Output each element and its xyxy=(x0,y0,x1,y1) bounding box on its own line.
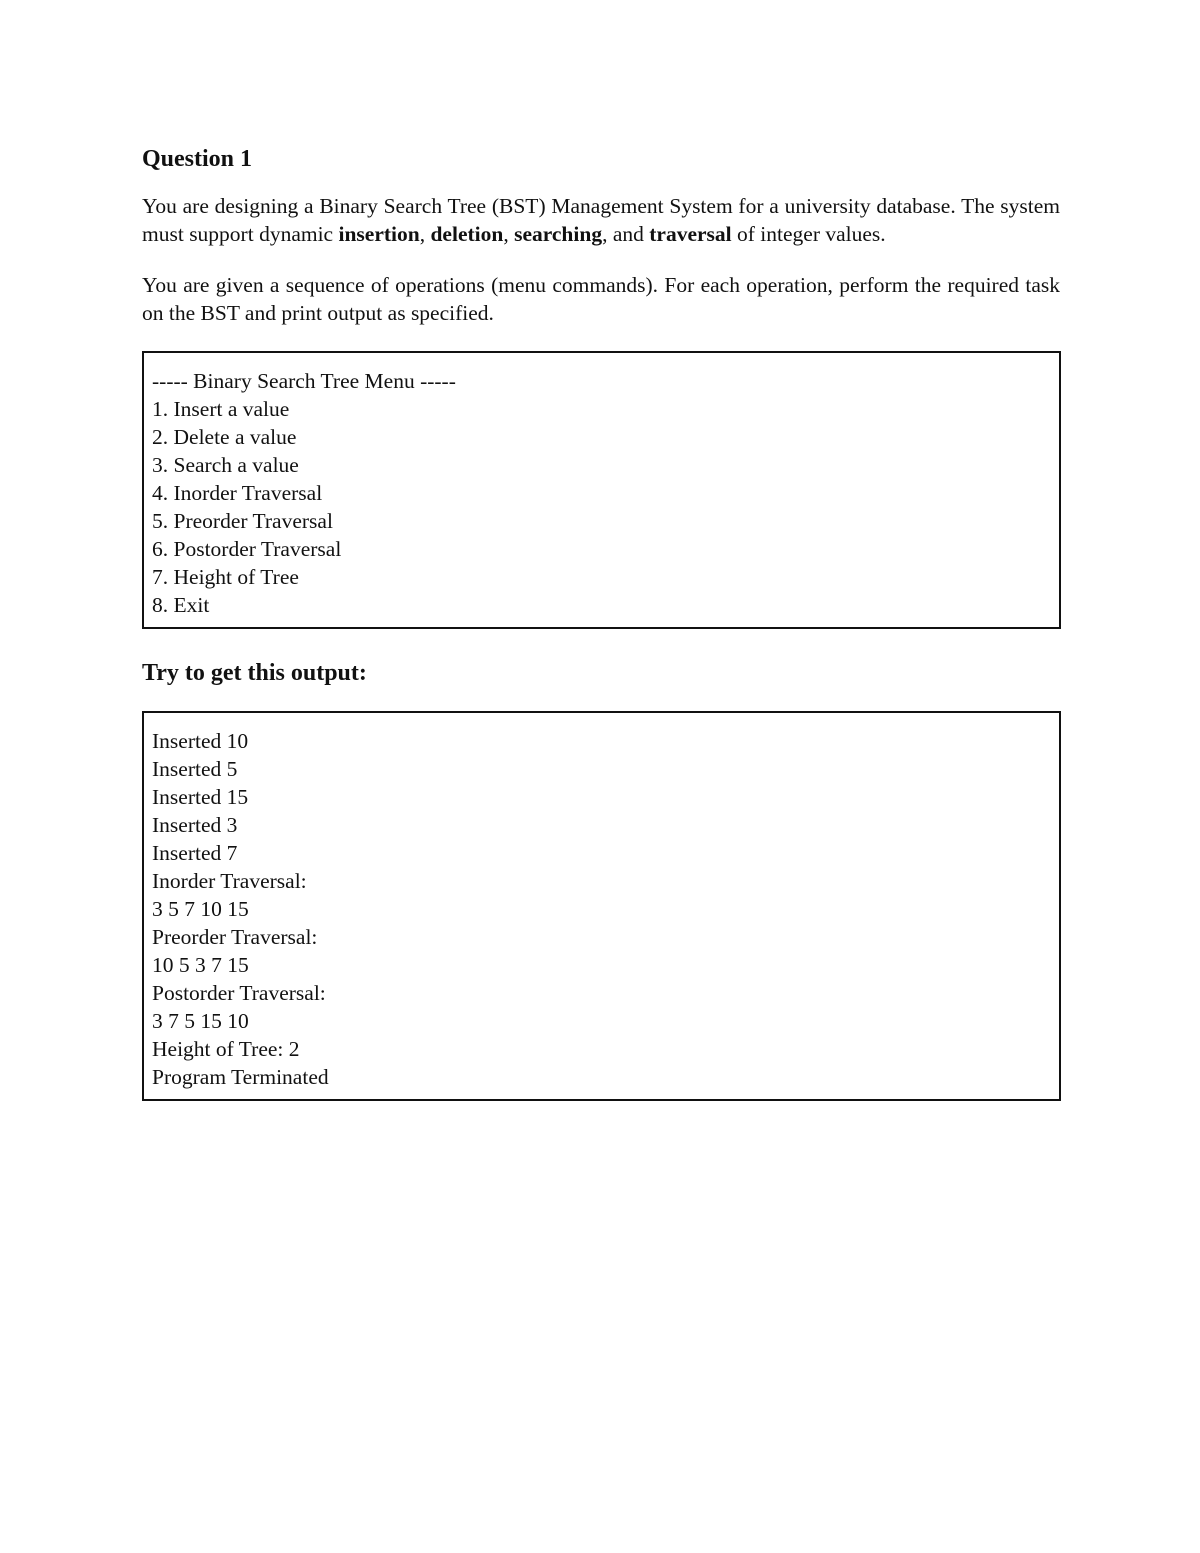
output-heading: Try to get this output: xyxy=(142,660,367,686)
output-line: 10 5 3 7 15 xyxy=(152,953,249,977)
menu-item: 2. Delete a value xyxy=(152,425,297,449)
output-line: Inserted 10 xyxy=(152,729,249,753)
intro-separator: , and xyxy=(602,221,650,246)
output-box xyxy=(142,711,1061,1101)
intro-text-end: of integer values. xyxy=(731,221,886,246)
keyword-traversal: traversal xyxy=(649,221,732,246)
output-line: Inserted 5 xyxy=(152,757,238,781)
output-line: Program Terminated xyxy=(152,1065,329,1089)
output-line: Preorder Traversal: xyxy=(152,925,318,949)
keyword-searching: searching xyxy=(514,221,603,246)
keyword-insertion: insertion xyxy=(338,221,420,246)
intro-separator: , xyxy=(503,221,515,246)
intro-text-start: You are designing a Binary Search Tree (BST) Management System for a university database. The system must support dynamic xyxy=(142,194,1060,246)
keyword-deletion: deletion xyxy=(430,221,504,246)
output-line: Height of Tree: 2 xyxy=(152,1037,300,1061)
output-line: Postorder Traversal: xyxy=(152,981,326,1005)
output-line: Inserted 7 xyxy=(152,841,238,865)
menu-item: 8. Exit xyxy=(152,593,210,617)
operations-paragraph: You are given a sequence of operations (menu commands). For each operation, perform the required task on the BST and print output as specified. xyxy=(142,273,1060,325)
intro-separator: , xyxy=(419,221,431,246)
document-page xyxy=(142,143,1060,1101)
output-line: Inorder Traversal: xyxy=(152,869,307,893)
menu-item: 6. Postorder Traversal xyxy=(152,537,342,561)
menu-box xyxy=(142,351,1061,629)
question-title: Question 1 xyxy=(142,146,253,172)
menu-item: 3. Search a value xyxy=(152,453,299,477)
output-line: Inserted 15 xyxy=(152,785,249,809)
output-line: 3 5 7 10 15 xyxy=(152,897,249,921)
intro-paragraph xyxy=(142,193,1060,248)
output-line: 3 7 5 15 10 xyxy=(152,1009,249,1033)
menu-item: 7. Height of Tree xyxy=(152,565,299,589)
menu-item: 4. Inorder Traversal xyxy=(152,481,323,505)
menu-item: 5. Preorder Traversal xyxy=(152,509,333,533)
menu-title-line: ----- Binary Search Tree Menu ----- xyxy=(152,369,456,393)
menu-item: 1. Insert a value xyxy=(152,397,290,421)
output-line: Inserted 3 xyxy=(152,813,238,837)
